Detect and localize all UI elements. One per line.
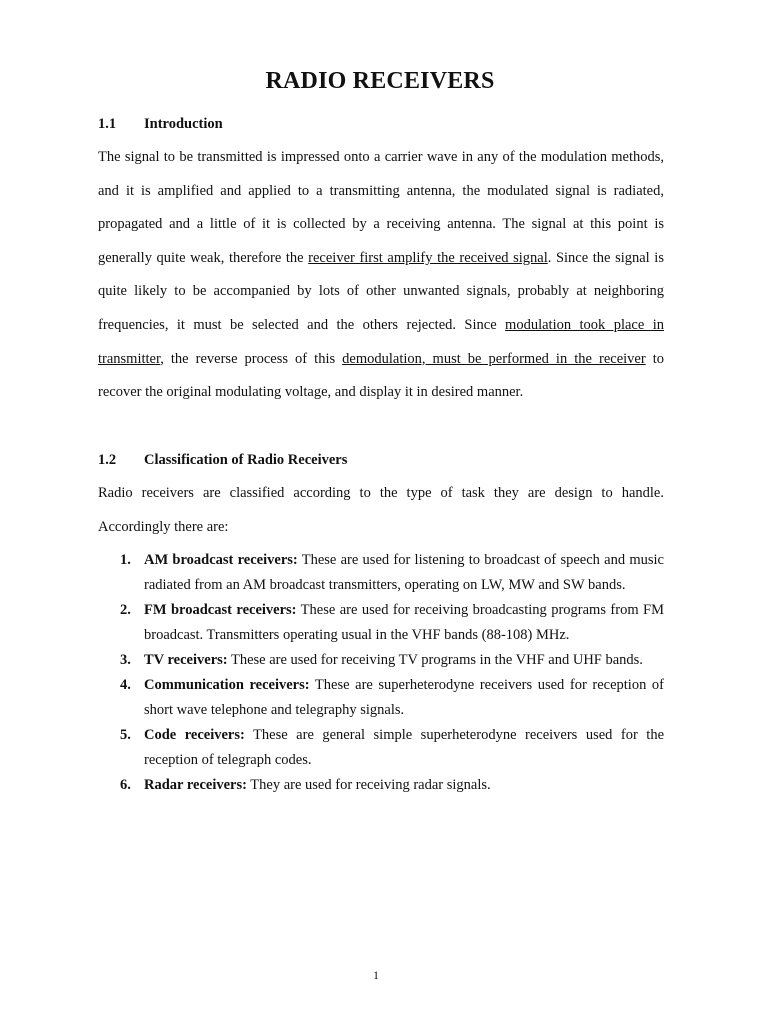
underlined-phrase: receiver first amplify the received signal [308, 249, 548, 266]
classification-intro: Radio receivers are classified according to the type of task they are design to handle. Accordingly there are: [98, 485, 664, 535]
list-item-heading: Code receivers: [144, 727, 245, 743]
list-number: 3. [120, 652, 131, 668]
list-item-text: These are used for receiving broadcasting programs from FM broadcast. Transmitters operating usual in the VHF bands (88-108) MHz. [144, 602, 664, 643]
list-item [98, 548, 664, 598]
section-number: 1.1 [98, 116, 117, 132]
paragraph-text: The signal to be transmitted is impressed onto a carrier wave in any of the modulation methods, and it is amplified and applied to a transmitting antenna, the modulated signal is radiated, propagated and a little of it is collected by a receiving antenna. The signal at this point is generally quite weak, therefore the [98, 149, 664, 266]
section-title: Introduction [144, 116, 223, 132]
section-heading-introduction [98, 116, 223, 133]
list-item-heading: Communication receivers: [144, 677, 310, 693]
page-title: RADIO RECEIVERS [265, 68, 495, 94]
list-item-heading: TV receivers: [144, 652, 228, 668]
list-item-heading: Radar receivers: [144, 777, 247, 793]
underlined-phrase: demodulation, must be performed in the receiver [342, 350, 646, 367]
list-number: 1. [120, 552, 131, 568]
list-item [98, 773, 664, 798]
list-item-text: These are general simple superheterodyne receivers used for the reception of telegraph codes. [144, 727, 665, 768]
paragraph-text: . Since the signal is quite likely to be accompanied by lots of other unwanted signals, probably at neighboring frequencies, it must be selected and the others rejected. Since [98, 249, 664, 333]
list-number: 2. [120, 602, 131, 618]
list-item-text: These are used for receiving TV programs in the VHF and UHF bands. [227, 652, 643, 668]
list-item-heading: AM broadcast receivers: [144, 552, 298, 568]
list-item-text: These are used for listening to broadcast of speech and music radiated from an AM broadcast transmitters, operating on LW, MW and SW bands. [144, 552, 664, 593]
underlined-phrase: modulation took place in transmitter [98, 316, 664, 367]
section-title: Classification of Radio Receivers [144, 452, 348, 468]
list-item [98, 648, 664, 673]
section-heading-classification [98, 452, 347, 469]
list-item-heading: FM broadcast receivers: [144, 602, 297, 618]
list-item-text: These are superheterodyne receivers used for reception of short wave telephone and telegraphy signals. [144, 677, 664, 718]
list-item [98, 673, 664, 723]
list-item [98, 598, 664, 648]
list-number: 4. [120, 677, 131, 693]
page-number: 1 [373, 968, 379, 982]
receiver-types-list [98, 548, 664, 798]
list-number: 6. [120, 777, 131, 793]
paragraph-text: , the reverse process of this [160, 350, 343, 367]
list-number: 5. [120, 727, 131, 743]
list-item-text: They are used for receiving radar signals. [246, 777, 491, 793]
list-item [98, 723, 664, 773]
introduction-paragraph [98, 141, 664, 410]
paragraph-text: to recover the original modulating voltage, and display it in desired manner. [98, 350, 664, 401]
section-number: 1.2 [98, 452, 117, 468]
